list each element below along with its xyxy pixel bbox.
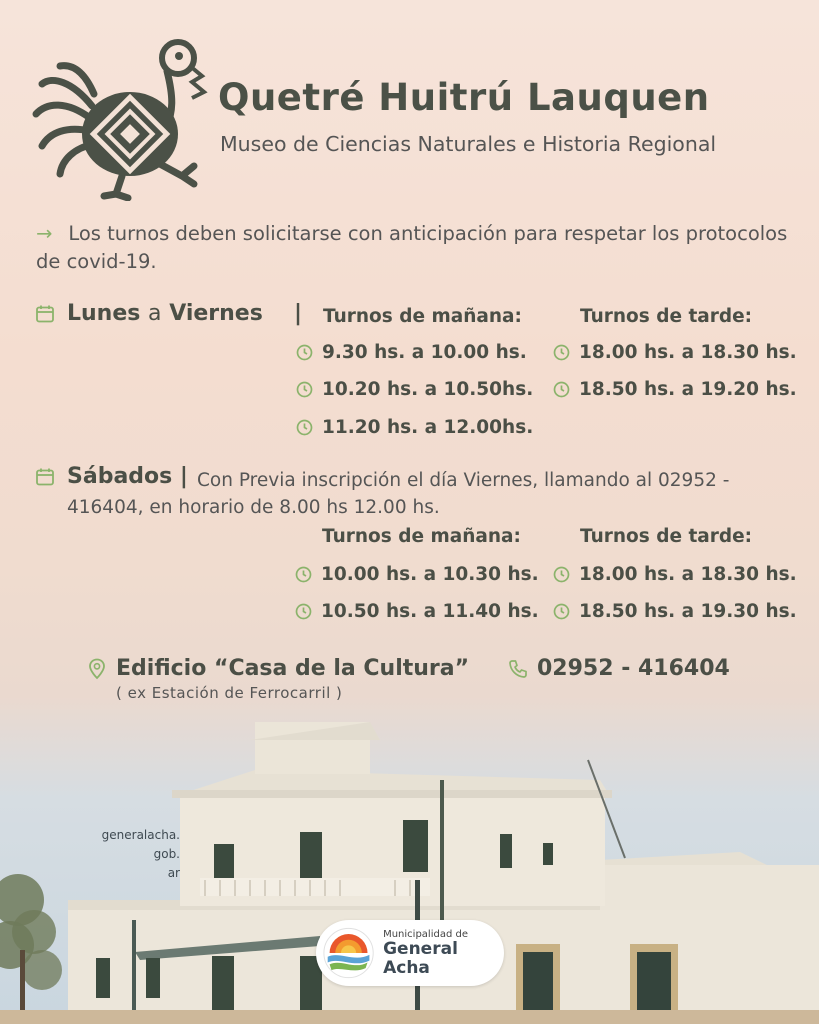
clock-icon — [553, 381, 570, 398]
phone-number: 02952 - 416404 — [537, 656, 730, 681]
saturday-note-line1: Con Previa inscripción el día Viernes, llamando al 02952 - — [197, 470, 730, 491]
slot-time: 10.50 hs. a 11.40 hs. — [321, 601, 539, 622]
slot-time: 18.00 hs. a 18.30 hs. — [579, 342, 797, 363]
website-line: gob. — [153, 847, 180, 861]
day-conj: a — [148, 301, 162, 326]
website-text — [60, 826, 180, 883]
badge-line2: General Acha — [383, 938, 458, 978]
badge-line1: Municipalidad de — [383, 928, 468, 940]
tree — [0, 874, 62, 1024]
website-line: generalacha. — [101, 828, 180, 842]
municipal-badge — [316, 920, 504, 986]
saturday-note-line2: 416404, en horario de 8.00 hs 12.00 hs. — [67, 497, 440, 518]
saturday-morning-slot — [295, 601, 539, 622]
saturday-afternoon-slot — [553, 601, 797, 622]
weekday-morning-label: Turnos de mañana: — [323, 306, 522, 327]
calendar-icon — [35, 467, 55, 487]
day-from: Lunes — [67, 301, 141, 326]
page-title: Quetré Huitrú Lauquen — [218, 76, 710, 119]
clock-icon — [295, 603, 312, 620]
weekday-morning-slot — [296, 342, 527, 363]
slot-time: 18.50 hs. a 19.20 hs. — [579, 379, 797, 400]
location-name: Edificio “Casa de la Cultura” — [116, 656, 470, 681]
weekday-morning-slot — [296, 417, 533, 438]
clock-icon — [296, 419, 313, 436]
separator: | — [294, 301, 303, 326]
municipal-logo-icon — [322, 925, 375, 981]
clock-icon — [553, 344, 570, 361]
weekday-morning-slot — [296, 379, 533, 400]
clock-icon — [553, 566, 570, 583]
notice-text: Los turnos deben solicitarse con anticipación para respetar los protocolos de covid-19. — [36, 222, 788, 273]
slot-time: 10.20 hs. a 10.50hs. — [322, 379, 534, 400]
location-pin-icon — [88, 658, 106, 680]
slot-time: 18.50 hs. a 19.30 hs. — [579, 601, 797, 622]
saturday-label: Sábados | — [67, 464, 188, 489]
saturday-afternoon-label: Turnos de tarde: — [580, 526, 753, 547]
saturday-afternoon-slot — [553, 564, 797, 585]
website-line: ar — [167, 866, 180, 880]
saturday-morning-label: Turnos de mañana: — [322, 526, 521, 547]
weekday-afternoon-slot — [553, 342, 797, 363]
location-sub: ( ex Estación de Ferrocarril ) — [116, 684, 343, 702]
saturday-morning-slot — [295, 564, 539, 585]
clock-icon — [296, 381, 313, 398]
weekday-afternoon-label: Turnos de tarde: — [580, 306, 753, 327]
day-to: Viernes — [169, 301, 263, 326]
arrow-right-icon: → — [36, 222, 53, 245]
calendar-icon — [35, 304, 55, 324]
phone-icon — [508, 659, 528, 679]
notice — [36, 220, 796, 276]
weekday-range — [67, 301, 263, 326]
weekday-afternoon-slot — [553, 379, 797, 400]
slot-time: 18.00 hs. a 18.30 hs. — [579, 564, 797, 585]
clock-icon — [553, 603, 570, 620]
page-subtitle: Museo de Ciencias Naturales e Historia Regional — [220, 132, 717, 156]
clock-icon — [295, 566, 312, 583]
clock-icon — [296, 344, 313, 361]
slot-time: 10.00 hs. a 10.30 hs. — [321, 564, 539, 585]
slot-time: 11.20 hs. a 12.00hs. — [322, 417, 534, 438]
bird-logo-icon — [32, 36, 212, 201]
slot-time: 9.30 hs. a 10.00 hs. — [322, 342, 527, 363]
